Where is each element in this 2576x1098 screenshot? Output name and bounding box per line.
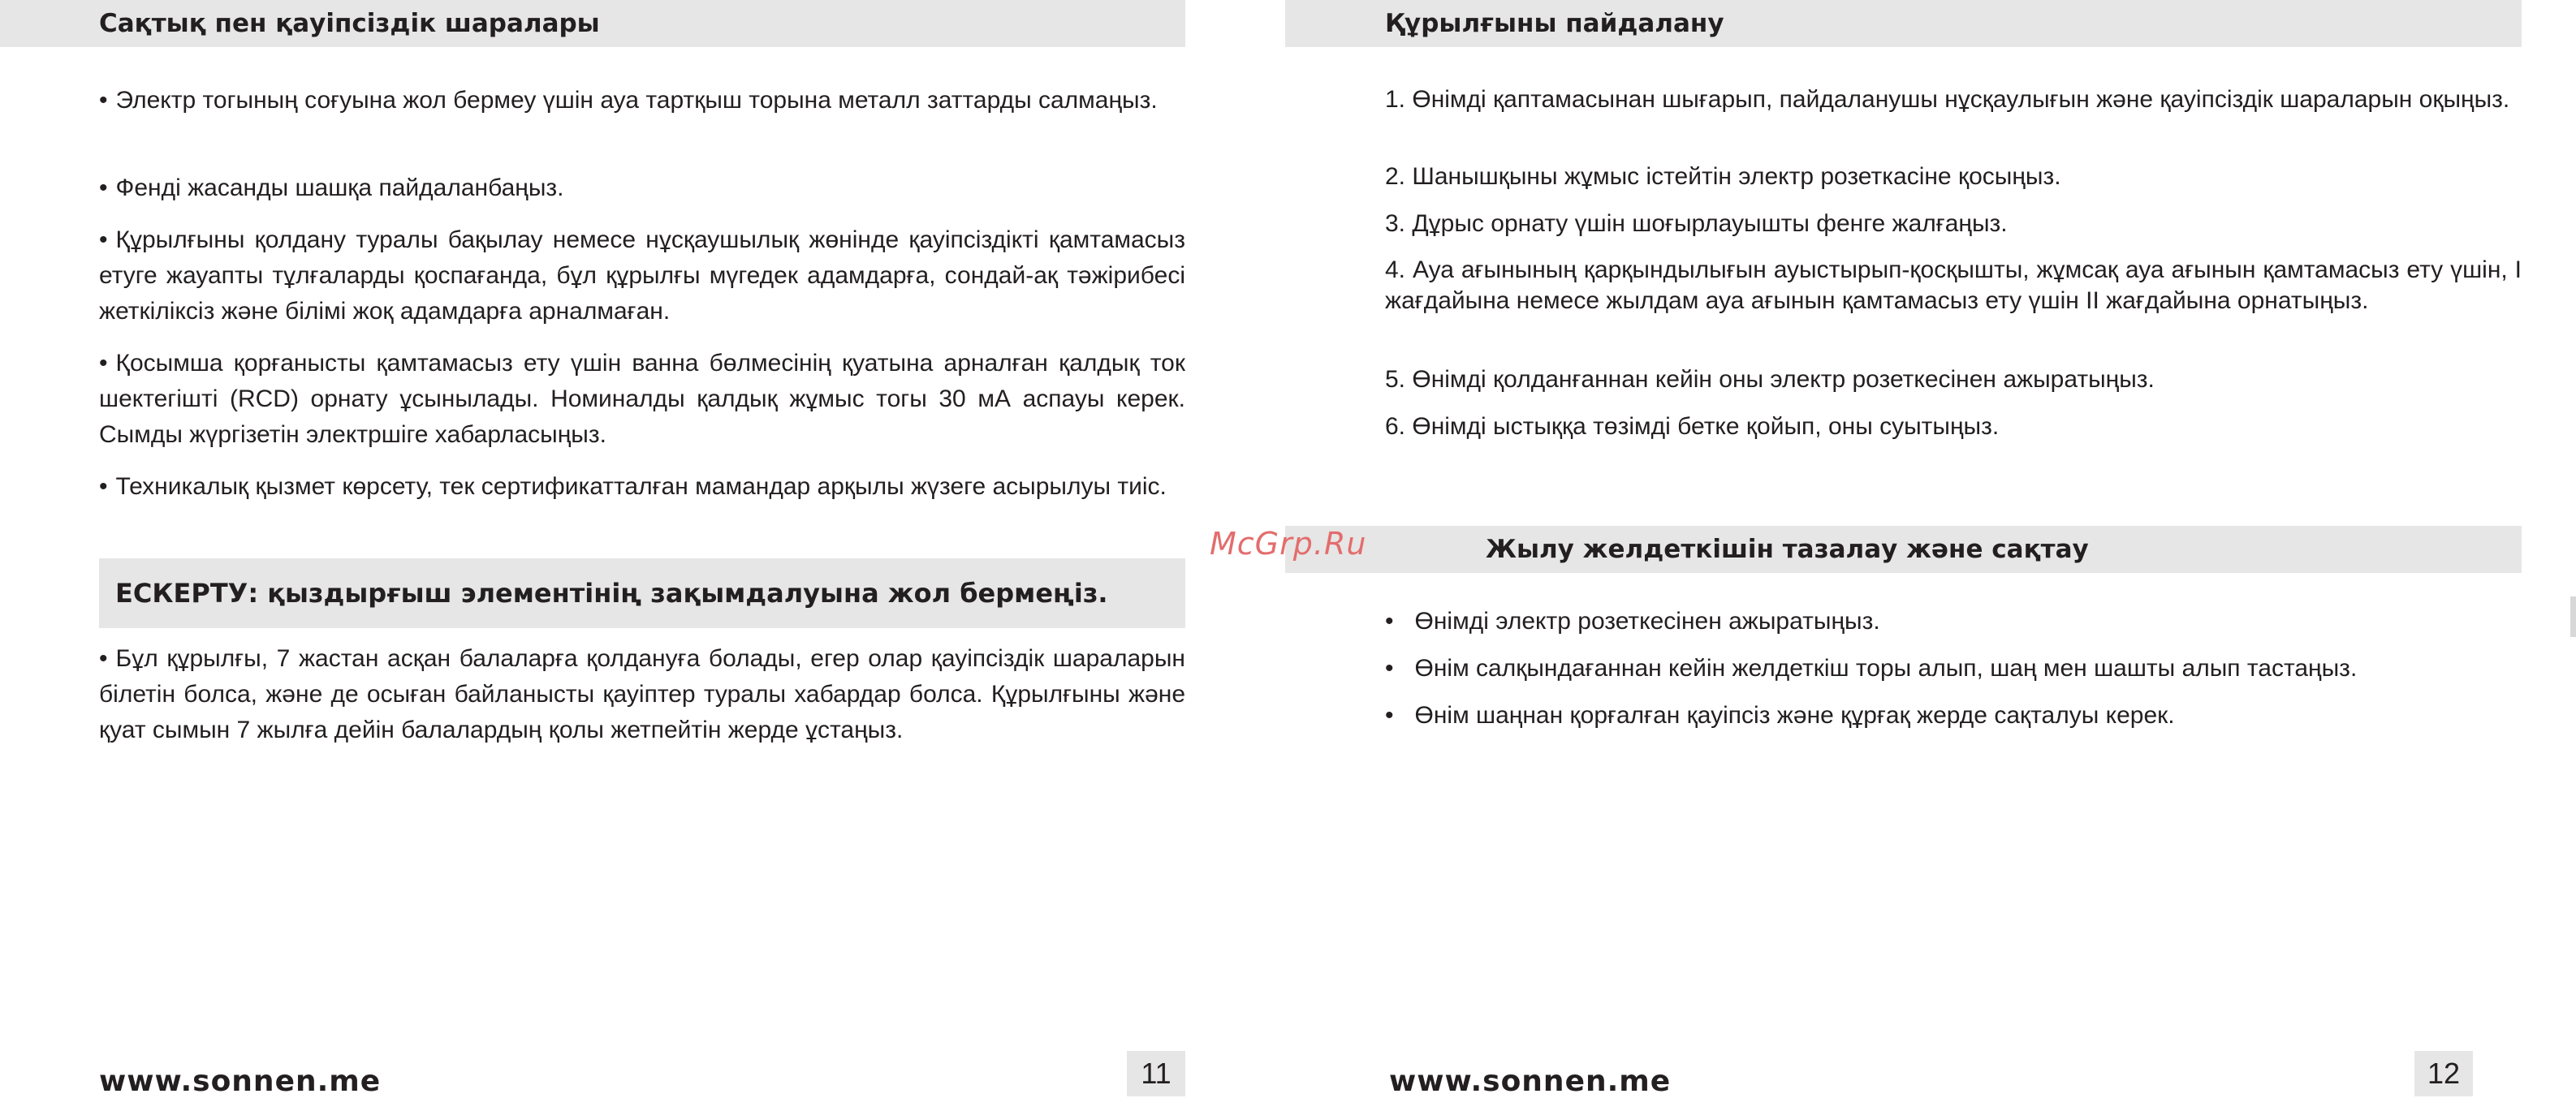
bullet-icon: • [99,87,108,114]
bullet-icon: • [99,226,108,253]
bullet-paragraph: • Техникалық қызмет көрсету, тек сертификатталған мамандар арқылы жүзеге асырылуы тиіс. [99,473,1167,500]
bullet-paragraph: • Құрылғыны қолдану туралы бақылау немесе нұсқаушылық жөнінде қауіпсіздікті қамтамасыз етуге жауапты тұлғаларды қоспағанда, бұл құрылғы мүгедек адамдарға, сондай-ақ тәжірибесі жеткіліксіз және білімі жоқ адамдарға арналмаған. [99,226,1185,325]
bullet-icon: • [1385,655,1394,682]
section-heading-safety [0,0,1185,47]
warning-text: ЕСКЕРТУ: қыздырғыш элементінің зақымдалуына жол бермеңіз. [115,578,1108,609]
right-page [1185,0,2576,1096]
section-heading-cleaning [1285,526,2522,573]
bullet-paragraph: • Бұл құрылғы, 7 жастан асқан балаларға қолдануға болады, егер олар қауіпсіздік шараларын білетін болса, және де осыған байланысты қауіптер туралы хабардар болса. Құрылғыны және қуат сымын 7 жылға дейін балалардың қолы жетпейтін жерде ұстаңыз. [99,645,1185,743]
list-item: • Өнімді электр розеткесінен ажыратыңыз. [1385,608,1880,635]
left-page [0,0,1185,1096]
page-edge-mark [2570,596,2576,637]
bullet-paragraph: • Қосымша қорғанысты қамтамасыз ету үшін ванна бөлмесінің қуатына арналған қалдық ток шектегішті (RCD) орнату ұсынылады. Номиналды қалдық жұмыс тогы 30 мА аспауы керек. Сымды жүргізетін электршіге хабарласыңыз. [99,350,1185,448]
bullet-icon: • [1385,702,1394,729]
footer-url: www.sonnen.me [1389,1065,1672,1098]
watermark: McGrp.Ru [1210,526,1367,562]
bullet-icon: • [99,174,108,201]
numbered-step: 4. Ауа ағынының қарқындылығын ауыстырып-қосқышты, жұмсақ ауа ағынын қамтамасыз ету үшін, I жағдайына немесе жылдам ауа ағынын қамтамасыз ету үшін II жағдайына орнатыңыз. [1385,256,2522,314]
section-title: Сақтық пен қауіпсіздік шаралары [99,9,600,38]
numbered-step: 3. Дұрыс орнату үшін шоғырлауышты фенге жалғаңыз. [1385,210,2008,237]
list-item: • Өнім шаңнан қорғалған қауіпсіз және құрғақ жерде сақталуы керек. [1385,702,2175,729]
page-number: 11 [1127,1051,1185,1096]
bullet-paragraph: • Электр тогының соғуына жол бермеу үшін ауа тартқыш торына металл заттарды салмаңыз. [99,87,1158,114]
section-title: Жылу желдеткішін тазалау және сақтау [1486,535,2089,564]
bullet-paragraph: • Фенді жасанды шашқа пайдаланбаңыз. [99,174,564,201]
bullet-icon: • [1385,608,1394,635]
numbered-step: 5. Өнімді қолданғаннан кейін оны электр розеткесінен ажыратыңыз. [1385,366,2155,393]
numbered-step: 1. Өнімді қаптамасынан шығарып, пайдаланушы нұсқаулығын және қауіпсіздік шараларын оқыңыз. [1385,86,2510,113]
bullet-icon: • [99,350,108,377]
bullet-icon: • [99,645,108,672]
section-heading-usage [1285,0,2522,47]
list-item: • Өнім салқындағаннан кейін желдеткіш торы алып, шаң мен шашты алып тастаңыз. [1385,655,2358,682]
numbered-step: 6. Өнімді ыстыққа төзімді бетке қойып, оны суытыңыз. [1385,413,2000,440]
section-title: Құрылғыны пайдалану [1385,9,1724,38]
bullet-icon: • [99,473,108,500]
page-number: 12 [2414,1051,2473,1096]
footer-url: www.sonnen.me [99,1065,382,1098]
warning-box [99,558,1185,628]
warning-label: ЕСКЕРТУ: [115,578,259,609]
numbered-step: 2. Шанышқыны жұмыс істейтін электр розеткасіне қосыңыз. [1385,163,2061,190]
